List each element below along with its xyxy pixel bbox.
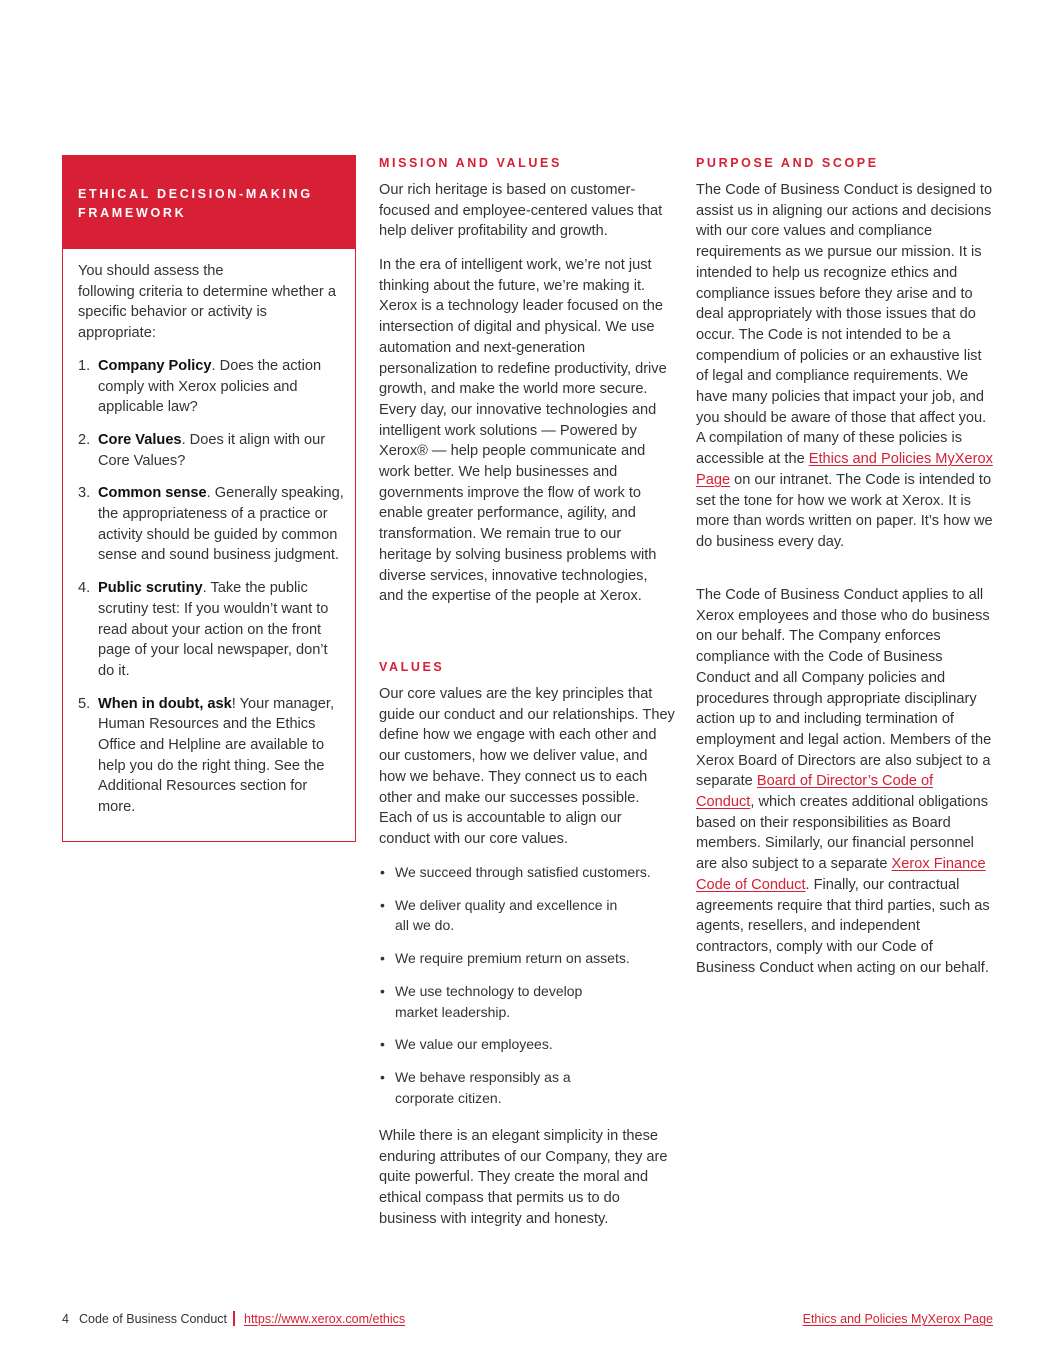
values-item-text: We deliver quality and excellence in all we do. xyxy=(395,896,618,934)
values-list-item xyxy=(379,1034,669,1055)
finance-code-link[interactable]: Xerox Finance Code of Conduct xyxy=(696,856,986,893)
page-number: 4 xyxy=(62,1312,69,1326)
framework-intro-rest: following criteria to determine whether a specific behavior or activity is appropriate: xyxy=(78,283,336,342)
page-footer xyxy=(62,1310,993,1330)
criteria-item xyxy=(78,356,345,418)
ethics-policies-link[interactable]: Ethics and Policies MyXerox Page xyxy=(696,451,993,488)
values-list-item xyxy=(379,895,635,936)
purpose-p2-text-a: The Code of Business Conduct applies to all Xerox employees and those who do business on our behalf. The Company enforces compliance with the Code of Business Conduct and all Company policies and procedures through appropriate disciplinary action up to and including termination of employment and legal action. Members of the Xerox Board of Directors are also subject to a separate xyxy=(696,587,992,790)
bullet-icon: • xyxy=(380,950,385,967)
bullet-icon: • xyxy=(380,1068,385,1085)
mission-paragraph-2: In the era of intelligent work, we’re not just thinking about the future, we’re making it. Xerox is a technology leader focused on the intersection of digital and physical. We use automation and next-generation personalization to redefine productivity, drive growth, and make the world more secure. Every day, our innovative technologies and intelligent work solutions — Powered by Xerox® — help people communicate and work better. We help businesses and governments improve the flow of work to enable greater performance, agility, and transformation. We remain true to our heritage by solving business problems with diverse services, innovative technologies, and the expertise of the people at Xerox. xyxy=(379,257,667,605)
criteria-item xyxy=(78,578,345,682)
values-heading: VALUES xyxy=(379,660,445,674)
purpose-p2-text-c: . Finally, our contractual agreements require that third parties, such as agents, resellers, and independent contractors, comply with our Code of Business Conduct when acting on our behalf. xyxy=(696,876,990,976)
values-list-item xyxy=(379,981,617,1022)
purpose-paragraph-2 xyxy=(696,585,994,978)
criteria-text: ! Your manager, Human Resources and the Ethics Office and Helpline are available to help you do the right thing. See the Additional Resources section for more. xyxy=(98,695,335,816)
values-list xyxy=(379,862,669,1120)
criteria-number: 2. xyxy=(78,431,91,448)
criteria-title: Core Values xyxy=(98,431,182,448)
mission-heading: MISSION AND VALUES xyxy=(379,156,562,170)
bullet-icon: • xyxy=(380,982,385,999)
values-item-text: We use technology to develop market leadership. xyxy=(395,982,583,1020)
criteria-title: When in doubt, ask xyxy=(98,695,232,712)
criteria-title: Common sense xyxy=(98,485,207,502)
values-item-text: We behave responsibly as a corporate citizen. xyxy=(395,1068,571,1106)
board-code-link[interactable]: Board of Director’s Code of Conduct xyxy=(696,773,934,811)
purpose-paragraph-1 xyxy=(696,180,994,553)
criteria-title: Company Policy xyxy=(98,357,212,374)
criteria-number: 3. xyxy=(78,485,91,502)
values-paragraph-1: Our core values are the key principles that guide our conduct and our relationships. They define how we engage with each other and our customers, how we deliver value, and how we behave. They connect us to each other and make our successes possible. Each of us is accountable to align our conduct with our core values. xyxy=(379,686,675,847)
purpose-heading: PURPOSE AND SCOPE xyxy=(696,156,879,170)
criteria-text: . Take the public scrutiny test: If you wouldn’t want to read about your action on the front page of your local newspaper, don’t do it. xyxy=(98,580,329,679)
bullet-icon: • xyxy=(380,896,385,913)
criteria-list xyxy=(78,356,345,818)
values-item-text: We succeed through satisfied customers. xyxy=(395,864,651,880)
purpose-p1-text-a: The Code of Business Conduct is designed to assist us in aligning our actions and decisions with our core values and compliance requirements as we pursue our mission. It is intended to help us recognize ethics and compliance issues before they arise and to deal appropriately with those issues that do occur. The Code is not intended to be a compendium of policies or an exhaustive list of legal and compliance requirements. We have many policies that impact your job, and you should be aware of those that affect you. A compilation of many of these policies is accessible at the xyxy=(696,182,993,468)
criteria-item xyxy=(78,694,345,818)
bullet-icon: • xyxy=(380,1036,385,1053)
criteria-number: 1. xyxy=(78,357,91,374)
criteria-number: 5. xyxy=(78,695,91,712)
footer-separator xyxy=(233,1311,235,1326)
criteria-item xyxy=(78,430,345,471)
framework-intro-line-1: You should assess the xyxy=(78,263,224,279)
footer-myxerox-link[interactable]: Ethics and Policies MyXerox Page xyxy=(802,1312,993,1326)
values-item-text: We require premium return on assets. xyxy=(395,950,630,967)
purpose-p1-text-b: on our intranet. The Code is intended to set the tone for how we work at Xerox. It is more than words written on paper. It’s how we do business every day. xyxy=(696,471,993,550)
bullet-icon: • xyxy=(380,864,385,880)
criteria-text: . Generally speaking, the appropriateness of a practice or activity should be guided by common sense and sound business judgment. xyxy=(98,485,344,564)
footer-doc-title: Code of Business Conduct xyxy=(79,1312,228,1326)
criteria-title: Public scrutiny xyxy=(98,580,203,597)
decision-framework-box xyxy=(62,155,356,842)
values-list-item xyxy=(379,1067,595,1108)
criteria-text: . Does the action comply with Xerox policies and applicable law? xyxy=(98,357,322,416)
framework-body xyxy=(63,249,355,818)
mission-paragraph-1: Our rich heritage is based on customer-focused and employee-centered values that help deliver profitability and growth. xyxy=(379,182,663,240)
framework-intro xyxy=(78,261,348,344)
values-list-item xyxy=(379,862,669,883)
values-paragraph-2: While there is an elegant simplicity in these enduring attributes of our Company, they are quite powerful. They create the moral and ethical compass that permits us to do business with integrity and honesty. xyxy=(379,1128,668,1227)
criteria-number: 4. xyxy=(78,580,91,597)
framework-heading: ETHICAL DECISION-MAKING FRAMEWORK xyxy=(63,156,355,249)
values-list-item xyxy=(379,948,669,969)
criteria-text: . Does it align with our Core Values? xyxy=(98,431,326,469)
purpose-p2-text-b: , which creates additional obligations based on their responsibilities as Board members. Similarly, our financial personnel are also subject to a separate xyxy=(696,794,989,873)
footer-ethics-url-link[interactable]: https://www.xerox.com/ethics xyxy=(244,1312,406,1326)
criteria-item xyxy=(78,483,345,566)
values-item-text: We value our employees. xyxy=(395,1036,553,1053)
